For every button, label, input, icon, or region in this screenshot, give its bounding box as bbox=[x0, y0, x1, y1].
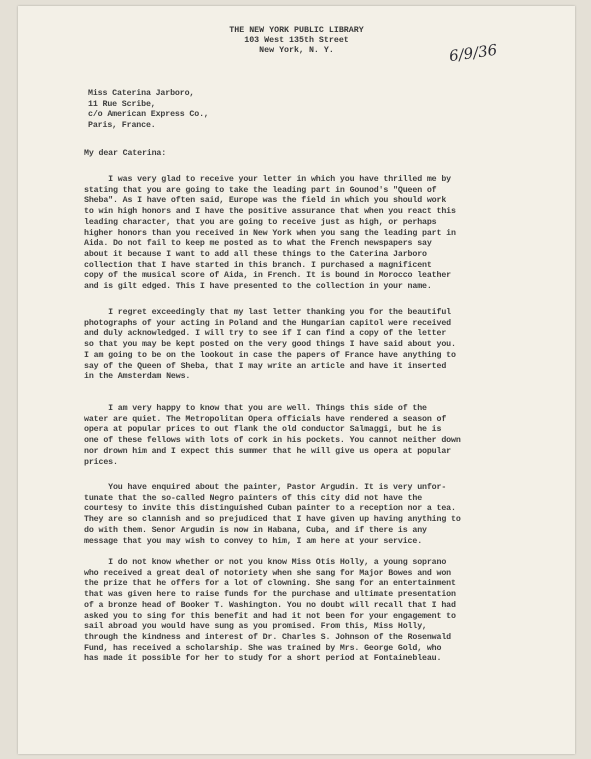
paragraph-line: water are quiet. The Metropolitan Opera officials have rendered a season of bbox=[84, 414, 447, 424]
paragraph-line: Aida. Do not fail to keep me posted as to what the French newspapers say bbox=[84, 239, 432, 249]
paragraph-line: do with them. Senor Argudin is now in Habana, Cuba, and if there is any bbox=[84, 525, 427, 535]
paragraph-line: I regret exceedingly that my last letter thanking you for the beautiful bbox=[84, 308, 452, 317]
paragraph-line: collection that I have started in this branch. I purchased a magnificent bbox=[84, 260, 432, 270]
recipient-line: Paris, France. bbox=[88, 121, 156, 131]
paragraph-line: and is gilt edged. This I have presented to the collection in your name. bbox=[84, 282, 432, 291]
paragraph-line: asked you to sing for this benefit and had it not been for your engagement to bbox=[84, 611, 456, 621]
paragraph-line: courtesy to invite this distinguished Cuban painter to a reception nor a tea. bbox=[84, 504, 456, 514]
paragraph-line: Sheba". As I have often said, Europe was the field in which you should work bbox=[84, 196, 447, 206]
letter-page bbox=[18, 6, 575, 754]
paragraph-line: message that you may wish to convey to him, I am here at your service. bbox=[84, 536, 423, 546]
paragraph-line: You have enquired about the painter, Pastor Argudin. It is very unfor- bbox=[84, 483, 447, 492]
paragraph-line: to win high honors and I have the positive assurance that when you react this bbox=[84, 207, 456, 217]
paragraph-line: one of these fellows with lots of cork in his pockets. You cannot neither down bbox=[84, 436, 461, 446]
letterhead-city: New York, N. Y. bbox=[259, 46, 334, 55]
paragraph-line: prices. bbox=[84, 457, 118, 467]
paragraph-line: I am going to be on the lookout in case the papers of France have anything to bbox=[84, 350, 456, 360]
paragraph-line: sail abroad you would have sung as you promised. From this, Miss Holly, bbox=[84, 622, 427, 632]
paragraph-line: They are so clannish and so prejudiced that I have given up having anything to bbox=[84, 515, 461, 525]
paragraph-line: of a bronze head of Booker T. Washington. You no doubt will recall that I had bbox=[84, 600, 456, 610]
paragraph-line: stating that you are going to take the leading part in Gounod's "Queen of bbox=[84, 185, 437, 195]
paragraph-line: who received a great deal of notoriety when she sang for Major Bowes and won bbox=[84, 568, 452, 578]
paragraph-line: the prize that he offers for a lot of clowning. She sang for an entertainment bbox=[84, 579, 456, 589]
paragraph-line: leading character, that you are going to receive just as high, or perhaps bbox=[84, 217, 437, 227]
paragraph-line: say of the Queen of Sheba, that I may write an article and have it inserted bbox=[84, 361, 447, 371]
paragraph-line: higher honors than you received in New York when you sang the leading part in bbox=[84, 228, 456, 238]
paragraph-line: Fund, has received a scholarship. She was trained by Mrs. George Gold, who bbox=[84, 643, 442, 653]
paragraph-line: has made it possible for her to study for a short period at Fontainebleau. bbox=[84, 654, 442, 664]
paragraph-line: and duly acknowledged. I will try to see if I can find a copy of the letter bbox=[84, 329, 447, 339]
letterhead-street: 103 West 135th Street bbox=[244, 36, 349, 45]
recipient-line: 11 Rue Scribe, bbox=[88, 99, 156, 109]
letterhead-org: THE NEW YORK PUBLIC LIBRARY bbox=[229, 26, 364, 35]
salutation: My dear Caterina: bbox=[84, 149, 167, 158]
paragraph-line: about it because I want to add all these things to the Caterina Jarboro bbox=[84, 249, 427, 259]
paragraph-line: nor drown him and I expect this summer that he will give us opera at popular bbox=[84, 446, 452, 456]
recipient-line: Miss Caterina Jarboro, bbox=[88, 89, 195, 98]
paragraph-line: copy of the musical score of Aida, in French. It is bound in Morocco leather bbox=[84, 271, 452, 281]
paragraph-line: I am very happy to know that you are well. Things this side of the bbox=[84, 404, 427, 413]
recipient-line: c/o American Express Co., bbox=[88, 110, 209, 120]
paragraph-line: opera at popular prices to out flank the old conductor Salmaggi, but he is bbox=[84, 425, 442, 435]
paragraph-line: tunate that the so-called Negro painters of this city did not have the bbox=[84, 493, 423, 503]
paragraph-line: I was very glad to receive your letter in which you have thrilled me by bbox=[84, 175, 452, 184]
paragraph-line: in the Amsterdam News. bbox=[84, 372, 191, 382]
paragraph-line: that was given here to raise funds for the purchase and ultimate presentation bbox=[84, 590, 456, 600]
paragraph-line: through the kindness and interest of Dr. Charles S. Johnson of the Rosenwald bbox=[84, 632, 452, 642]
paragraph-line: so that you may be kept posted on the very good things I have said about you. bbox=[84, 340, 456, 350]
handwritten-date: 6/9/36 bbox=[447, 40, 499, 66]
paragraph-line: I do not know whether or not you know Miss Otis Holly, a young soprano bbox=[84, 558, 447, 567]
paragraph-line: photographs of your acting in Poland and the Hungarian capitol were received bbox=[84, 318, 452, 328]
